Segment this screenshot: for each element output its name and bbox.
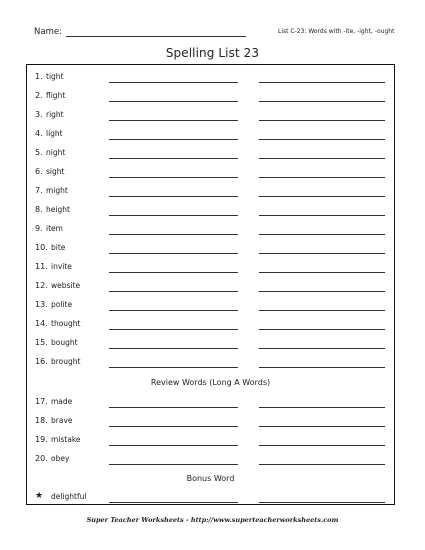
word-row xyxy=(27,281,394,300)
write-line-2[interactable] xyxy=(259,158,385,159)
word-row xyxy=(27,338,394,357)
write-line-1[interactable] xyxy=(109,82,238,83)
word-number: 15. xyxy=(35,338,48,347)
write-line-1[interactable] xyxy=(109,310,238,311)
word-number: 14. xyxy=(35,319,48,328)
write-line-1[interactable] xyxy=(109,120,238,121)
spelling-word: website xyxy=(51,281,81,290)
word-row xyxy=(27,129,394,148)
review-row xyxy=(27,454,394,473)
word-row xyxy=(27,262,394,281)
write-line-2[interactable] xyxy=(259,310,385,311)
footer-credit: Super Teacher Worksheets - http://www.superteacherworksheets.com xyxy=(86,516,339,524)
write-line-2[interactable] xyxy=(259,215,385,216)
word-row xyxy=(27,357,394,376)
write-line-1[interactable] xyxy=(109,407,238,408)
review-row xyxy=(27,416,394,435)
write-line-1[interactable] xyxy=(109,272,238,273)
review-heading: Review Words (Long A Words) xyxy=(150,378,271,387)
write-line-1[interactable] xyxy=(109,177,238,178)
word-row xyxy=(27,205,394,224)
write-line-2[interactable] xyxy=(259,253,385,254)
write-line-2[interactable] xyxy=(259,329,385,330)
write-line-2[interactable] xyxy=(259,196,385,197)
write-line-2[interactable] xyxy=(259,367,385,368)
spelling-word: brave xyxy=(51,416,73,425)
spelling-word: thought xyxy=(51,319,81,328)
review-row xyxy=(27,435,394,454)
write-line-2[interactable] xyxy=(259,502,385,503)
bonus-row xyxy=(27,492,394,511)
review-row xyxy=(27,397,394,416)
word-number: 6. xyxy=(35,167,43,176)
word-row xyxy=(27,186,394,205)
write-line-1[interactable] xyxy=(109,464,238,465)
word-row xyxy=(27,167,394,186)
spelling-word: tight xyxy=(46,72,64,81)
spelling-word: flight xyxy=(46,91,66,100)
word-row xyxy=(27,224,394,243)
write-line-1[interactable] xyxy=(109,348,238,349)
spelling-word: sight xyxy=(46,167,65,176)
write-line-1[interactable] xyxy=(109,367,238,368)
write-line-2[interactable] xyxy=(259,407,385,408)
write-line-1[interactable] xyxy=(109,196,238,197)
word-row xyxy=(27,148,394,167)
spelling-word: bite xyxy=(51,243,66,252)
spelling-word: polite xyxy=(51,300,73,309)
write-line-2[interactable] xyxy=(259,464,385,465)
write-line-2[interactable] xyxy=(259,426,385,427)
star-icon: ★ xyxy=(35,491,44,501)
bonus-word: delightful xyxy=(51,492,87,501)
spelling-word: mistake xyxy=(51,435,81,444)
word-number: 5. xyxy=(35,148,43,157)
name-blank-line[interactable] xyxy=(66,36,246,37)
write-line-1[interactable] xyxy=(109,234,238,235)
spelling-word: light xyxy=(46,129,63,138)
write-line-2[interactable] xyxy=(259,234,385,235)
word-number: 2. xyxy=(35,91,43,100)
word-number: 12. xyxy=(35,281,48,290)
spelling-word: made xyxy=(51,397,73,406)
spelling-word: right xyxy=(46,110,64,119)
write-line-1[interactable] xyxy=(109,426,238,427)
write-line-2[interactable] xyxy=(259,82,385,83)
write-line-2[interactable] xyxy=(259,177,385,178)
word-row xyxy=(27,243,394,262)
write-line-2[interactable] xyxy=(259,139,385,140)
spelling-word: height xyxy=(46,205,70,214)
word-number: 16. xyxy=(35,357,48,366)
word-row xyxy=(27,300,394,319)
word-number: 8. xyxy=(35,205,43,214)
word-number: 3. xyxy=(35,110,43,119)
write-line-1[interactable] xyxy=(109,291,238,292)
spelling-word: bought xyxy=(51,338,78,347)
write-line-2[interactable] xyxy=(259,291,385,292)
bonus-heading: Bonus Word xyxy=(186,474,235,483)
write-line-1[interactable] xyxy=(109,253,238,254)
word-number: 1. xyxy=(35,72,43,81)
spelling-word: obey xyxy=(51,454,70,463)
word-number: 11. xyxy=(35,262,48,271)
spelling-word: item xyxy=(46,224,63,233)
word-number: 9. xyxy=(35,224,43,233)
write-line-1[interactable] xyxy=(109,329,238,330)
word-row xyxy=(27,91,394,110)
name-label: Name: xyxy=(34,27,62,37)
word-number: 17. xyxy=(35,397,48,406)
write-line-2[interactable] xyxy=(259,445,385,446)
write-line-1[interactable] xyxy=(109,215,238,216)
word-number: 4. xyxy=(35,129,43,138)
write-line-2[interactable] xyxy=(259,101,385,102)
write-line-2[interactable] xyxy=(259,272,385,273)
word-row xyxy=(27,72,394,91)
word-number: 19. xyxy=(35,435,48,444)
spelling-word: night xyxy=(46,148,66,157)
write-line-1[interactable] xyxy=(109,445,238,446)
word-number: 10. xyxy=(35,243,48,252)
spelling-word: invite xyxy=(51,262,72,271)
word-number: 7. xyxy=(35,186,43,195)
write-line-1[interactable] xyxy=(109,139,238,140)
write-line-2[interactable] xyxy=(259,120,385,121)
word-number: 13. xyxy=(35,300,48,309)
word-number: 20. xyxy=(35,454,48,463)
word-row xyxy=(27,110,394,129)
word-list-box xyxy=(26,64,395,505)
write-line-2[interactable] xyxy=(259,348,385,349)
spelling-word: brought xyxy=(51,357,81,366)
list-id: List C-23: Words with -ite, -ight, -ought xyxy=(278,28,395,35)
spelling-word: might xyxy=(46,186,68,195)
word-row xyxy=(27,319,394,338)
header xyxy=(34,27,394,39)
page-title: Spelling List 23 xyxy=(165,46,260,60)
write-line-1[interactable] xyxy=(109,502,238,503)
write-line-1[interactable] xyxy=(109,158,238,159)
word-number: 18. xyxy=(35,416,48,425)
write-line-1[interactable] xyxy=(109,101,238,102)
